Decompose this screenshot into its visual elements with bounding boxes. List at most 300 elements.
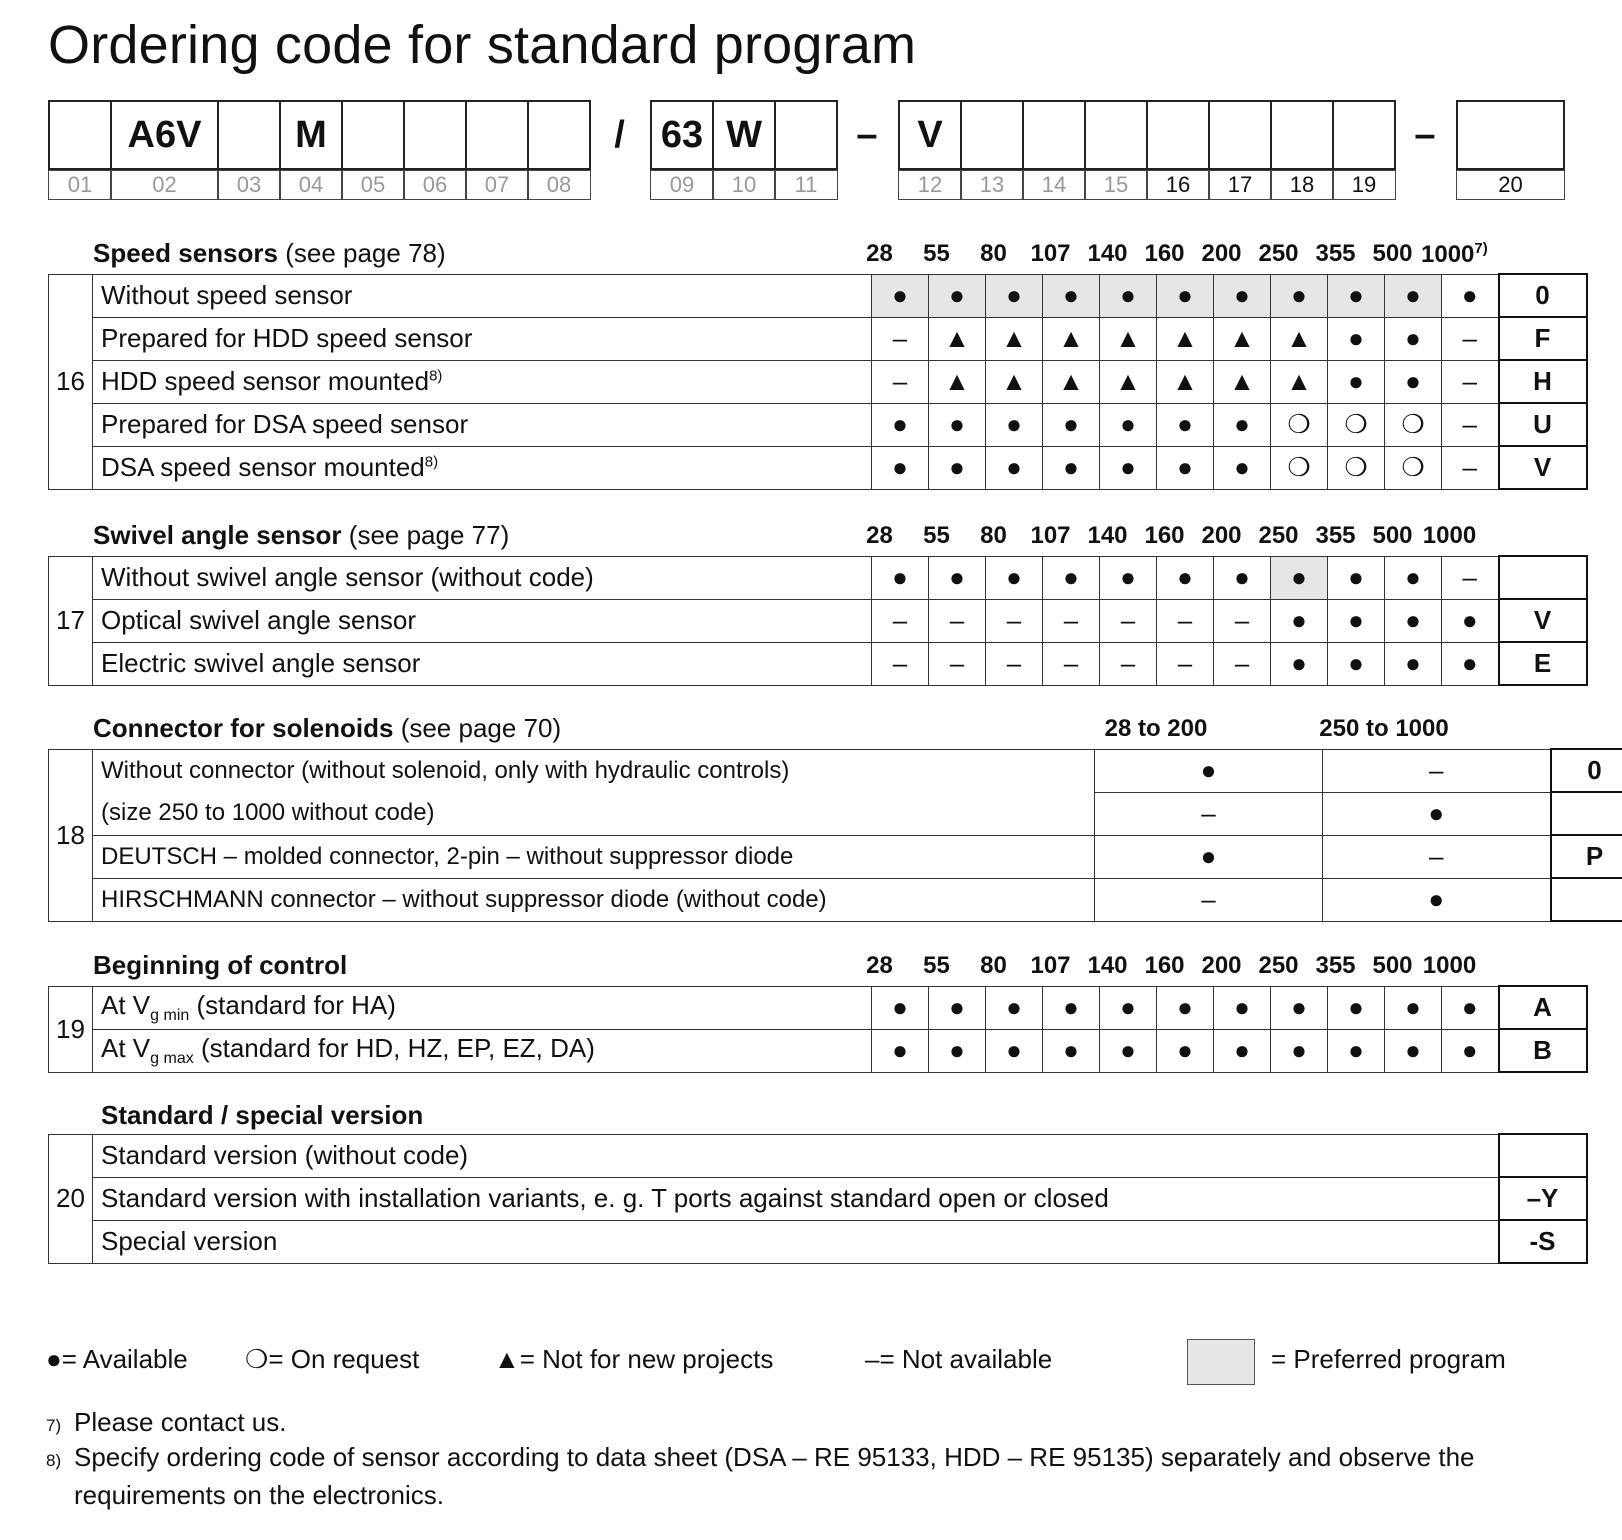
availability-mark: – <box>1442 446 1499 489</box>
code-number-19: 19 <box>1332 170 1396 200</box>
swivel-heading <box>93 520 509 551</box>
availability-mark: ● <box>1100 446 1157 489</box>
code-box-03 <box>217 100 281 170</box>
availability-mark: ❍ <box>1271 446 1328 489</box>
table-row <box>49 446 1587 489</box>
row-desc-text: Electric swivel angle sensor <box>101 648 421 678</box>
availability-mark: – <box>1442 403 1499 446</box>
section-number: 17 <box>49 556 93 685</box>
available-symbol: ● <box>46 1344 62 1374</box>
availability-mark: – <box>1323 835 1551 878</box>
connector-ref: (see page 70) <box>393 713 562 743</box>
availability-mark: ● <box>1442 599 1499 642</box>
page-title: Ordering code for standard program <box>48 15 917 75</box>
speed-sensors-heading <box>93 238 446 269</box>
size-355 <box>1307 240 1364 268</box>
table-row <box>49 749 1622 792</box>
footnote-8-text: Specify ordering code of sensor according to data sheet (DSA – RE 95133, HDD – RE 95135) separately and observe the <box>74 1442 1475 1472</box>
connector-col1-header: 28 to 200 <box>1104 715 1208 742</box>
availability-mark: ● <box>872 556 929 599</box>
code-box-08 <box>527 100 591 170</box>
availability-mark: – <box>1100 642 1157 685</box>
speed-sensors-title: Speed sensors <box>93 238 278 268</box>
availability-mark: ● <box>1043 986 1100 1029</box>
legend-not-new-label: = Not for new projects <box>519 1344 774 1374</box>
availability-mark: ● <box>1043 403 1100 446</box>
legend-preferred-label: = Preferred program <box>1271 1344 1506 1374</box>
availability-mark: ● <box>1323 878 1551 921</box>
size-label-28: 28 <box>866 952 893 979</box>
footnote-ref-8: 8) <box>424 453 439 471</box>
row-desc-text: HDD speed sensor mounted <box>101 366 430 396</box>
availability-mark: ● <box>1385 556 1442 599</box>
availability-mark: – <box>1095 878 1323 921</box>
row-desc-text: Without swivel angle sensor (without code) <box>101 562 594 592</box>
size-label-140: 140 <box>1087 952 1128 979</box>
availability-mark: ▲ <box>1214 360 1271 403</box>
swivel-title: Swivel angle sensor <box>93 520 342 550</box>
availability-mark: ● <box>929 274 986 317</box>
availability-mark: ● <box>1385 1029 1442 1072</box>
row-description <box>93 599 872 642</box>
availability-mark: ● <box>986 556 1043 599</box>
footnote-7-mark: 7) <box>46 1416 62 1435</box>
section-number: 18 <box>49 749 93 921</box>
availability-mark: ● <box>929 556 986 599</box>
order-code: 0 <box>1551 749 1622 792</box>
size-label-55: 55 <box>923 240 950 267</box>
row-desc-post: (standard for HA) <box>189 989 396 1020</box>
size-107 <box>1022 522 1079 550</box>
row-description <box>93 317 872 360</box>
size-1000 <box>1421 952 1478 980</box>
availability-mark: – <box>1214 642 1271 685</box>
code-number-17: 17 <box>1208 170 1272 200</box>
availability-mark: ▲ <box>1100 317 1157 360</box>
connector-heading <box>93 713 561 744</box>
swivel-ref: (see page 77) <box>341 520 510 550</box>
legend-not-available <box>865 1344 1052 1375</box>
availability-mark: ● <box>1328 317 1385 360</box>
legend-available-label: = Available <box>61 1344 188 1374</box>
availability-mark: ● <box>872 274 929 317</box>
row-desc-sub: g min <box>150 1007 190 1025</box>
availability-mark: ● <box>1385 274 1442 317</box>
availability-mark: – <box>1095 792 1323 835</box>
size-label-140: 140 <box>1087 522 1128 549</box>
control-table <box>48 985 1588 1073</box>
availability-mark: – <box>1323 749 1551 792</box>
row-description: Special version <box>93 1220 1499 1263</box>
availability-mark: ● <box>1442 642 1499 685</box>
size-160 <box>1136 240 1193 268</box>
availability-mark: ● <box>1271 642 1328 685</box>
version-heading <box>101 1100 423 1131</box>
row-description <box>93 446 872 489</box>
row-description <box>93 986 872 1029</box>
availability-mark: ● <box>1214 403 1271 446</box>
size-500 <box>1364 952 1421 980</box>
availability-mark: ● <box>872 403 929 446</box>
availability-mark: ● <box>1385 642 1442 685</box>
availability-mark: ▲ <box>1271 317 1328 360</box>
code-box-02: A6V <box>110 100 219 170</box>
availability-mark: – <box>986 599 1043 642</box>
code-number-12: 12 <box>898 170 962 200</box>
size-500 <box>1364 240 1421 268</box>
size-label-1000: 1000 <box>1422 522 1477 549</box>
row-description: Without connector (without solenoid, only with hydraulic controls) <box>93 749 1095 792</box>
availability-mark: ▲ <box>1157 317 1214 360</box>
code-number-18: 18 <box>1270 170 1334 200</box>
table-row <box>49 1220 1587 1263</box>
availability-mark: ▲ <box>986 360 1043 403</box>
availability-mark: ❍ <box>1271 403 1328 446</box>
availability-mark: ● <box>1328 642 1385 685</box>
section-number: 19 <box>49 986 93 1072</box>
order-code: F <box>1499 317 1587 360</box>
size-label-55: 55 <box>923 952 950 979</box>
size-80 <box>965 952 1022 980</box>
row-desc-sub: g max <box>150 1050 194 1068</box>
availability-mark: – <box>872 599 929 642</box>
size-label-80: 80 <box>980 240 1007 267</box>
availability-mark: ▲ <box>986 317 1043 360</box>
order-code: 0 <box>1499 274 1587 317</box>
swivel-table <box>48 555 1588 686</box>
size-355 <box>1307 522 1364 550</box>
table-row <box>49 792 1622 835</box>
availability-mark: ● <box>1323 792 1551 835</box>
availability-mark: ● <box>929 986 986 1029</box>
size-200 <box>1193 952 1250 980</box>
size-label-200: 200 <box>1201 240 1242 267</box>
availability-mark: ● <box>1442 986 1499 1029</box>
code-box-10: W <box>712 100 776 170</box>
row-desc-pre: At V <box>101 989 151 1020</box>
size-label-200: 200 <box>1201 522 1242 549</box>
row-description <box>93 274 872 317</box>
availability-mark: ● <box>1043 274 1100 317</box>
availability-mark: ● <box>1271 599 1328 642</box>
legend-not-available-label: = Not available <box>879 1344 1053 1374</box>
availability-mark: ● <box>1157 556 1214 599</box>
availability-mark: – <box>929 599 986 642</box>
not-new-symbol: ▲ <box>494 1344 520 1374</box>
availability-mark: ● <box>986 986 1043 1029</box>
size-160 <box>1136 522 1193 550</box>
size-label-28: 28 <box>866 240 893 267</box>
availability-mark: ● <box>1214 556 1271 599</box>
availability-mark: ▲ <box>1043 317 1100 360</box>
availability-mark: ● <box>872 446 929 489</box>
section-number: 20 <box>49 1134 93 1263</box>
availability-mark: ● <box>1328 556 1385 599</box>
code-box-18 <box>1270 100 1334 170</box>
availability-mark: ● <box>1043 446 1100 489</box>
availability-mark: – <box>1157 642 1214 685</box>
size-28 <box>851 522 908 550</box>
speed-sensors-table <box>48 273 1588 490</box>
footnote-ref-7: 7) <box>1474 240 1488 257</box>
preferred-swatch <box>1187 1339 1255 1385</box>
availability-mark: ● <box>1214 986 1271 1029</box>
table-row <box>49 1134 1587 1177</box>
availability-mark: ● <box>1157 1029 1214 1072</box>
row-description <box>93 1029 872 1072</box>
footnote-7-text: Please contact us. <box>74 1407 287 1437</box>
order-code: H <box>1499 360 1587 403</box>
version-title: Standard / special version <box>101 1100 424 1130</box>
availability-mark: ● <box>1271 986 1328 1029</box>
code-separator: – <box>856 113 878 156</box>
table-row <box>49 556 1587 599</box>
size-label-250: 250 <box>1258 952 1299 979</box>
availability-mark: – <box>929 642 986 685</box>
availability-mark: – <box>1442 360 1499 403</box>
order-code: P <box>1551 835 1622 878</box>
size-107 <box>1022 952 1079 980</box>
size-label-500: 500 <box>1372 522 1413 549</box>
availability-mark: ▲ <box>1214 317 1271 360</box>
row-desc-text: Prepared for HDD speed sensor <box>101 323 473 353</box>
size-label-80: 80 <box>980 952 1007 979</box>
code-number-07: 07 <box>465 170 529 200</box>
legend-available <box>46 1344 188 1375</box>
code-box-20 <box>1456 100 1565 170</box>
availability-mark: – <box>1157 599 1214 642</box>
row-desc-text: Without speed sensor <box>101 280 353 310</box>
availability-mark: ▲ <box>929 317 986 360</box>
availability-mark: ● <box>929 446 986 489</box>
availability-mark: ● <box>1214 274 1271 317</box>
row-description: HIRSCHMANN connector – without suppressor diode (without code) <box>93 878 1095 921</box>
size-55 <box>908 240 965 268</box>
availability-mark: – <box>872 317 929 360</box>
size-140 <box>1079 952 1136 980</box>
size-250 <box>1250 522 1307 550</box>
availability-mark: ● <box>1385 986 1442 1029</box>
availability-mark: ▲ <box>929 360 986 403</box>
code-box-15 <box>1084 100 1148 170</box>
size-label-1000: 1000 <box>1422 952 1477 979</box>
code-number-01: 01 <box>48 170 112 200</box>
order-code: E <box>1499 642 1587 685</box>
code-box-11 <box>774 100 838 170</box>
code-box-16 <box>1146 100 1210 170</box>
code-box-13 <box>960 100 1024 170</box>
availability-mark: ● <box>1328 274 1385 317</box>
size-label-107: 107 <box>1030 240 1071 267</box>
code-number-04: 04 <box>279 170 343 200</box>
availability-mark: ● <box>1043 1029 1100 1072</box>
code-box-05 <box>341 100 405 170</box>
on-request-symbol: ❍ <box>245 1344 269 1374</box>
order-code: A <box>1499 986 1587 1029</box>
connector-table <box>48 748 1622 922</box>
availability-mark: ● <box>1214 1029 1271 1072</box>
code-box-04: M <box>279 100 343 170</box>
size-140 <box>1079 240 1136 268</box>
size-200 <box>1193 522 1250 550</box>
code-number-10: 10 <box>712 170 776 200</box>
size-label-500: 500 <box>1372 240 1413 267</box>
size-107 <box>1022 240 1079 268</box>
availability-mark: ❍ <box>1385 446 1442 489</box>
availability-mark: ● <box>1157 446 1214 489</box>
availability-mark: – <box>1043 599 1100 642</box>
version-table <box>48 1133 1588 1264</box>
code-box-17 <box>1208 100 1272 170</box>
availability-mark: ● <box>1157 274 1214 317</box>
availability-mark: ● <box>1328 360 1385 403</box>
availability-mark: ● <box>1442 274 1499 317</box>
code-box-19 <box>1332 100 1396 170</box>
availability-mark: ● <box>1271 556 1328 599</box>
size-28 <box>851 240 908 268</box>
availability-mark: ● <box>986 403 1043 446</box>
row-description: Standard version with installation variants, e. g. T ports against standard open or closed <box>93 1177 1499 1220</box>
availability-mark: ● <box>1095 749 1323 792</box>
availability-mark: ● <box>1271 1029 1328 1072</box>
availability-mark: ● <box>1100 1029 1157 1072</box>
not-available-symbol: – <box>865 1344 880 1374</box>
size-label-355: 355 <box>1315 240 1356 267</box>
size-label-160: 160 <box>1144 952 1185 979</box>
availability-mark: ● <box>872 986 929 1029</box>
availability-mark: – <box>872 642 929 685</box>
size-1000 <box>1421 522 1478 550</box>
availability-mark: ● <box>1095 835 1323 878</box>
row-desc-pre: At V <box>101 1032 151 1063</box>
availability-mark: – <box>1100 599 1157 642</box>
table-row <box>49 274 1587 317</box>
size-200 <box>1193 240 1250 268</box>
row-desc-post: (standard for HD, HZ, EP, EZ, DA) <box>193 1032 595 1063</box>
size-label-200: 200 <box>1201 952 1242 979</box>
legend-not-new <box>494 1344 773 1375</box>
code-number-03: 03 <box>217 170 281 200</box>
code-number-05: 05 <box>341 170 405 200</box>
availability-mark: ❍ <box>1328 403 1385 446</box>
size-label-55: 55 <box>923 522 950 549</box>
table-row <box>49 1029 1587 1072</box>
footnote-7 <box>46 1405 286 1443</box>
availability-mark: – <box>986 642 1043 685</box>
control-heading <box>93 950 347 981</box>
table-row <box>49 403 1587 446</box>
code-number-09: 09 <box>650 170 714 200</box>
size-1000 <box>1421 240 1488 269</box>
table-row <box>49 986 1587 1029</box>
code-number-20: 20 <box>1456 170 1565 200</box>
row-desc-text: DSA speed sensor mounted <box>101 452 425 482</box>
table-row <box>49 360 1587 403</box>
availability-mark: ● <box>1271 274 1328 317</box>
availability-mark: ● <box>1100 274 1157 317</box>
availability-mark: ● <box>1385 317 1442 360</box>
size-80 <box>965 522 1022 550</box>
code-box-07 <box>465 100 529 170</box>
footnote-ref-8: 8) <box>429 367 443 385</box>
code-separator: / <box>614 113 625 156</box>
availability-mark: – <box>1442 317 1499 360</box>
size-55 <box>908 522 965 550</box>
availability-mark: ● <box>986 446 1043 489</box>
code-number-06: 06 <box>403 170 467 200</box>
order-code: B <box>1499 1029 1587 1072</box>
availability-mark: ● <box>872 1029 929 1072</box>
size-355 <box>1307 952 1364 980</box>
size-label-107: 107 <box>1030 522 1071 549</box>
availability-mark: ● <box>1043 556 1100 599</box>
code-number-13: 13 <box>960 170 1024 200</box>
availability-mark: ● <box>1328 986 1385 1029</box>
row-description: DEUTSCH – molded connector, 2-pin – without suppressor diode <box>93 835 1095 878</box>
availability-mark: ❍ <box>1385 403 1442 446</box>
code-number-16: 16 <box>1146 170 1210 200</box>
size-label-250: 250 <box>1258 522 1299 549</box>
code-number-15: 15 <box>1084 170 1148 200</box>
availability-mark: ● <box>1100 403 1157 446</box>
availability-mark: ● <box>1157 403 1214 446</box>
size-label-160: 160 <box>1144 522 1185 549</box>
table-row <box>49 642 1587 685</box>
size-label-160: 160 <box>1144 240 1185 267</box>
size-55 <box>908 952 965 980</box>
order-code: U <box>1499 403 1587 446</box>
availability-mark: – <box>1442 556 1499 599</box>
size-label-140: 140 <box>1087 240 1128 267</box>
row-desc-text: Prepared for DSA speed sensor <box>101 409 469 439</box>
order-code <box>1499 1134 1587 1177</box>
availability-mark: ● <box>986 1029 1043 1072</box>
size-label-355: 355 <box>1315 952 1356 979</box>
size-28 <box>851 952 908 980</box>
availability-mark: – <box>1043 642 1100 685</box>
availability-mark: – <box>872 360 929 403</box>
code-number-08: 08 <box>527 170 591 200</box>
row-description <box>93 403 872 446</box>
table-row <box>49 1177 1587 1220</box>
availability-mark: ● <box>1100 556 1157 599</box>
size-label-500: 500 <box>1372 952 1413 979</box>
row-description <box>93 556 872 599</box>
order-code: V <box>1499 599 1587 642</box>
availability-mark: ● <box>986 274 1043 317</box>
availability-mark: ● <box>1328 599 1385 642</box>
table-row <box>49 599 1587 642</box>
size-label-107: 107 <box>1030 952 1071 979</box>
size-250 <box>1250 952 1307 980</box>
footnote-8-mark: 8) <box>46 1451 62 1470</box>
code-box-12: V <box>898 100 962 170</box>
availability-mark: ❍ <box>1328 446 1385 489</box>
legend-on-request-label: = On request <box>268 1344 420 1374</box>
row-desc-text: Optical swivel angle sensor <box>101 605 417 635</box>
size-250 <box>1250 240 1307 268</box>
table-row <box>49 835 1622 878</box>
code-box-14 <box>1022 100 1086 170</box>
size-80 <box>965 240 1022 268</box>
order-code <box>1551 878 1622 921</box>
row-description <box>93 360 872 403</box>
size-label-80: 80 <box>980 522 1007 549</box>
availability-mark: ● <box>1100 986 1157 1029</box>
size-label-355: 355 <box>1315 522 1356 549</box>
size-160 <box>1136 952 1193 980</box>
code-box-01 <box>48 100 112 170</box>
